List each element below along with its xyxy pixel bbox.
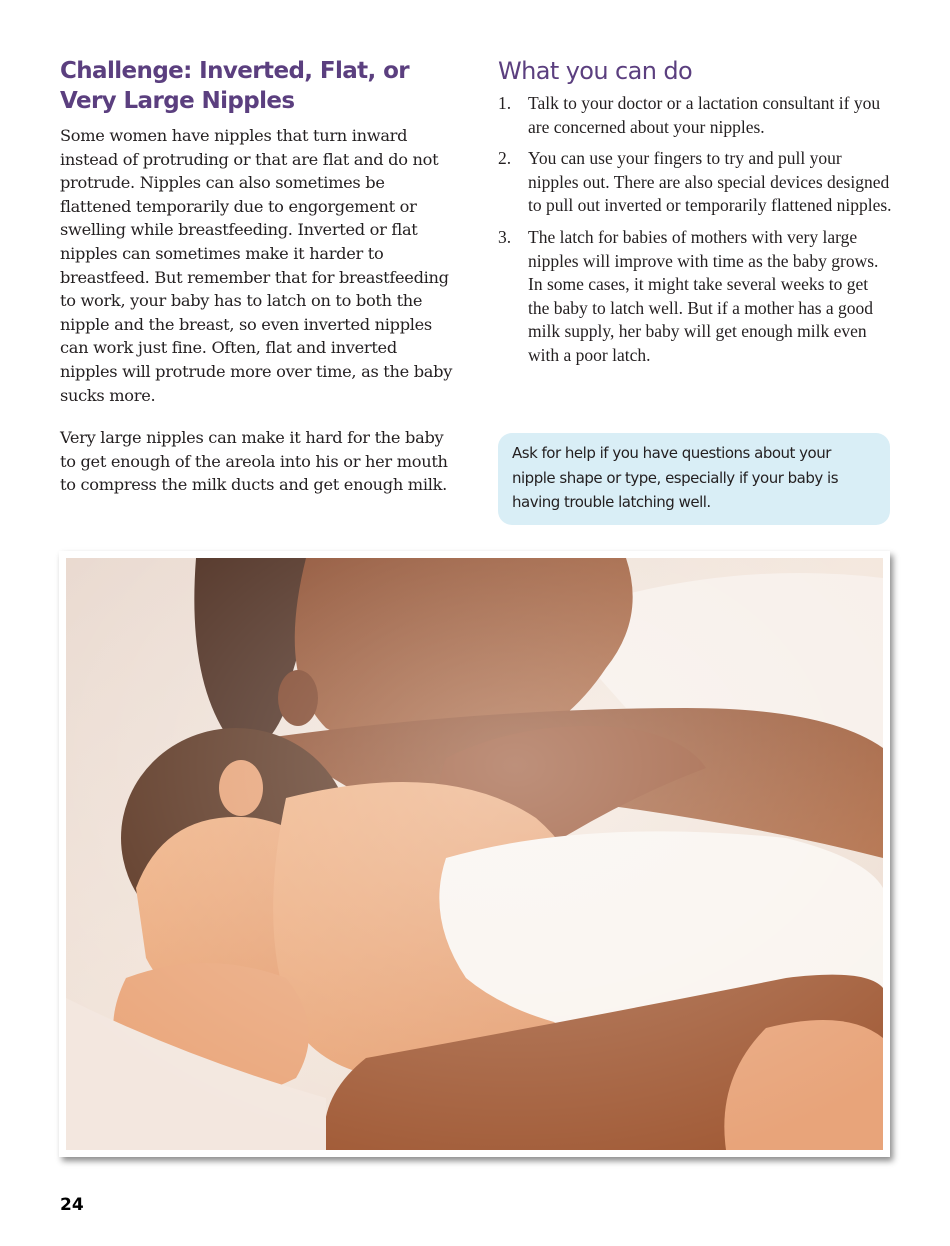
mother-baby-photo bbox=[59, 551, 890, 1157]
body-paragraph-2: Very large nipples can make it hard for the baby to get enough of the areola into his or her mouth to compress the milk ducts and get enough milk. bbox=[60, 428, 448, 495]
list-item bbox=[498, 92, 892, 139]
step-text: The latch for babies of mothers with very large nipples will improve with time as the baby grows. In some cases, it might take several weeks to get the baby to latch well. But if a mother has a good milk supply, her baby will get enough milk even with a poor latch. bbox=[528, 226, 879, 365]
list-item bbox=[498, 147, 892, 218]
left-column bbox=[60, 56, 455, 516]
step-text: Talk to your doctor or a lactation consultant if you are concerned about your nipples. bbox=[528, 93, 881, 137]
step-number: 3. bbox=[498, 226, 512, 247]
page-number: 24 bbox=[60, 1195, 84, 1215]
what-you-can-do-heading: What you can do bbox=[498, 57, 693, 85]
section-heading: Challenge: Inverted, Flat, or Very Large Nipples bbox=[60, 58, 410, 114]
step-number: 2. bbox=[498, 148, 512, 169]
body-paragraph-1: Some women have nipples that turn inward instead of protruding or that are flat and do not protrude. Nipples can also sometimes be flattened temporarily due to engorgement or swelling while breastfeeding. Inverted or flat nipples can sometimes make it harder to breastfeed. But remember that for breastfeeding to work, your baby has to latch on to both the nipple and the breast, so even inverted nipples can work just fine. Often, flat and inverted nipples will protrude more over time, as the baby sucks more. bbox=[60, 126, 453, 405]
steps-list bbox=[498, 92, 892, 368]
photo-illustration bbox=[66, 558, 883, 1150]
callout-text: Ask for help if you have questions about your nipple shape or type, especially if your baby is having trouble latching well. bbox=[512, 444, 839, 511]
step-text: You can use your fingers to try and pull your nipples out. There are also special devices designed to pull out inverted or temporarily flattened nipples. bbox=[528, 148, 892, 216]
step-number: 1. bbox=[498, 93, 512, 113]
right-column bbox=[498, 56, 892, 376]
list-item bbox=[498, 226, 892, 368]
help-callout-box bbox=[498, 433, 890, 525]
